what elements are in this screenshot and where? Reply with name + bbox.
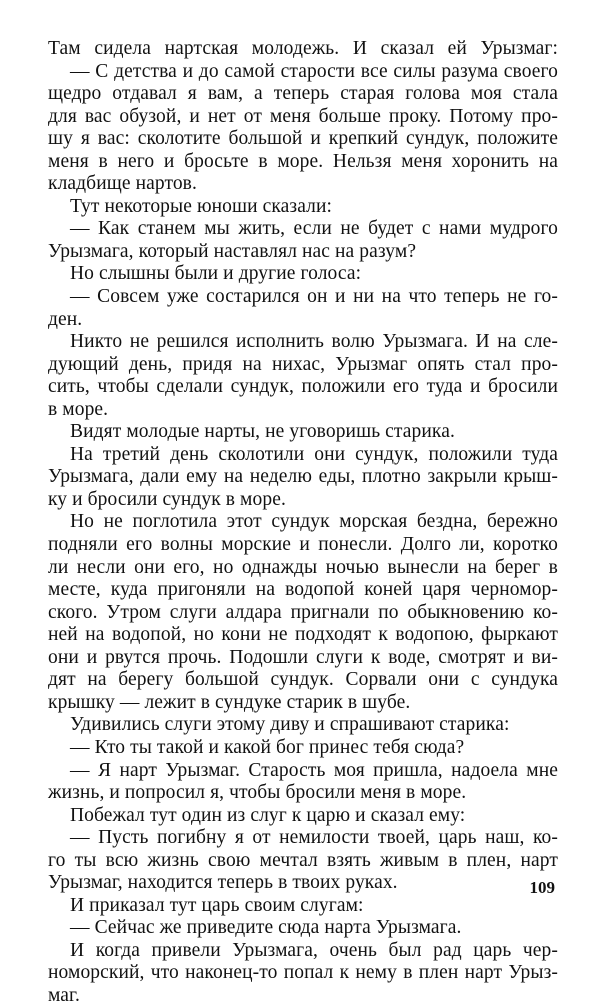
- text-line: дующий день, придя на нихас, Урызмаг опять стал про-: [48, 353, 558, 375]
- text-line: сить, чтобы сделали сундук, положили его туда и бросили: [48, 376, 558, 398]
- text-line: Но не поглотила этот сундук морская бездна, бережно: [70, 511, 558, 533]
- text-line: Урызмага, дали ему на неделю еды, плотно закрыли крыш-: [48, 466, 558, 488]
- text-line: — С детства и до самой старости все силы разума своего: [70, 60, 558, 82]
- text-line: жизнь, и попросил я, чтобы бросили меня в море.: [48, 782, 467, 804]
- text-line: — Совсем уже состарился он и ни на что теперь не го-: [70, 286, 558, 308]
- book-page-text: [48, 38, 558, 1008]
- page-number: 109: [529, 878, 555, 897]
- text-line: го ты всю жизнь свою мечтал взять живым в плен, нарт: [48, 849, 558, 871]
- text-line: Удивились слуги этому диву и спрашивают старика:: [70, 714, 510, 736]
- text-line: И когда привели Урызмага, очень был рад царь чер-: [70, 939, 558, 961]
- text-line: месте, куда пригоняли на водопой коней царя черномор-: [48, 579, 558, 601]
- text-line: щедро отдавал я вам, а теперь старая голова моя стала: [48, 83, 558, 105]
- text-line: Видят молодые нарты, не уговоришь старика.: [70, 421, 455, 443]
- text-line: маг.: [48, 984, 80, 1006]
- text-line: — Сейчас же приведите сюда нарта Урызмага.: [70, 917, 462, 939]
- text-line: Тут некоторые юноши сказали:: [70, 195, 333, 217]
- text-line: — Как станем мы жить, если не будет с нами мудрого: [70, 218, 558, 240]
- text-line: ли несли они его, но однажды ночью вынесли на берег в: [48, 556, 558, 578]
- text-line: ней на водопой, но кони не подходят к водопою, фыркают: [48, 624, 558, 646]
- text-line: Никто не решился исполнить волю Урызмага. И на сле-: [70, 331, 558, 353]
- text-line: номорский, что наконец-то попал к нему в плен нарт Урыз-: [48, 962, 558, 984]
- text-line: для вас обузой, и нет от меня больше проку. Потому про-: [48, 105, 558, 127]
- text-line: ку и бросили сундук в море.: [48, 488, 286, 510]
- text-line: они и рвутся прочь. Подошли слуги к воде, смотрят и ви-: [48, 646, 558, 668]
- text-line: ского. Утром слуги алдара пригнали по обыкновению ко-: [48, 601, 558, 623]
- text-line: в море.: [48, 398, 109, 420]
- text-line: И приказал тут царь своим слугам:: [70, 894, 364, 916]
- text-line: — Я нарт Урызмаг. Старость моя пришла, надоела мне: [70, 759, 558, 781]
- text-line: крышку — лежит в сундуке старик в шубе.: [48, 691, 411, 713]
- text-line: ден.: [48, 308, 83, 330]
- text-line: Урызмага, который наставлял нас на разум?: [48, 240, 417, 262]
- text-line: Побежал тут один из слуг к царю и сказал ему:: [70, 804, 466, 826]
- text-line: шу я вас: сколотите большой и крепкий сундук, положите: [48, 128, 558, 150]
- text-line: Но слышны были и другие голоса:: [70, 263, 362, 285]
- text-line: — Пусть погибну я от немилости твоей, царь наш, ко-: [70, 827, 558, 849]
- text-line: кладбище нартов.: [48, 173, 197, 195]
- text-line: На третий день сколотили они сундук, положили туда: [70, 443, 558, 465]
- text-line: Там сидела нартская молодежь. И сказал ей Урызмаг:: [48, 38, 558, 59]
- text-line: — Кто ты такой и какой бог принес тебя сюда?: [70, 736, 465, 758]
- text-line: Урызмаг, находится теперь в твоих руках.: [48, 872, 398, 894]
- text-line: подняли его волны морские и понесли. Долго ли, коротко: [48, 534, 558, 556]
- text-line: дят на берегу большой сундук. Сорвали они с сундука: [48, 669, 558, 691]
- text-line: меня в него и бросьте в море. Нельзя меня хоронить на: [48, 150, 558, 172]
